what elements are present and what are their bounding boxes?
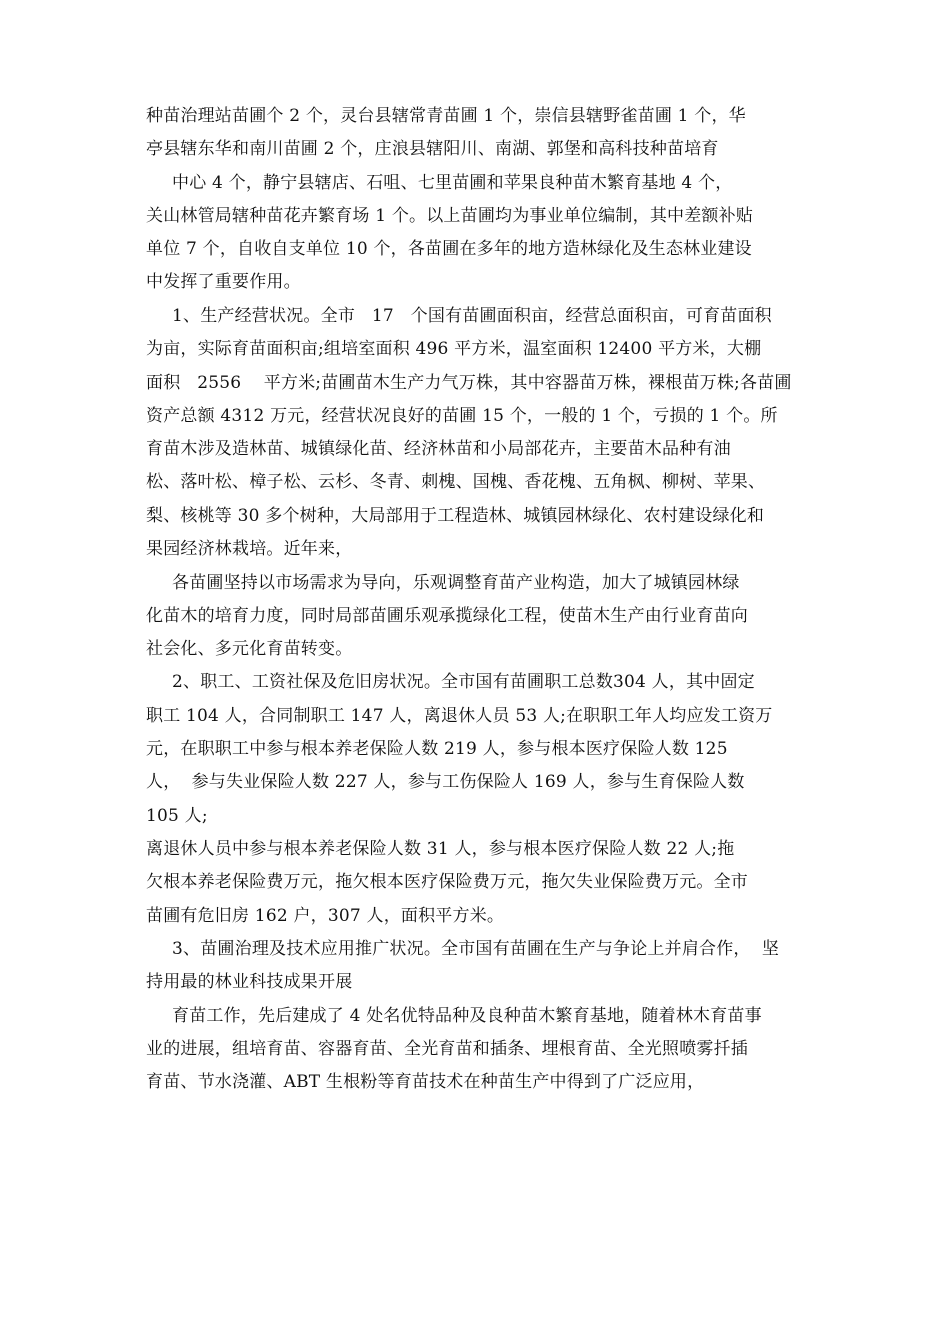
text-line: 面积 2556 平方米;苗圃苗木生产力气万株，其中容器苗万株，裸根苗万株;各苗圃: [146, 373, 792, 393]
text-line: 育苗、节水浇灌、ABT 生根粉等育苗技术在种苗生产中得到了广泛应用，: [146, 1072, 705, 1092]
text-line: 育苗工作，先后建成了 4 处名优特品种及良种苗木繁育基地，随着林木育苗事: [172, 1006, 762, 1026]
text-line: 105 人;: [146, 806, 208, 826]
text-line: 松、落叶松、樟子松、云杉、冬青、刺槐、国槐、香花槐、五角枫、柳树、苹果、: [146, 472, 766, 492]
text-line: 关山林管局辖种苗花卉繁育场 1 个。以上苗圃均为事业单位编制，其中差额补贴: [146, 206, 754, 226]
text-line: 1、生产经营状况。全市 17 个国有苗圃面积亩，经营总面积亩，可育苗面积: [172, 306, 772, 326]
text-line: 欠根本养老保险费万元，拖欠根本医疗保险费万元，拖欠失业保险费万元。全市: [146, 872, 748, 892]
text-line: 中发挥了重要作用。: [146, 272, 301, 292]
text-line: 人， 参与失业保险人数 227 人，参与工伤保险人 169 人，参与生育保险人数: [146, 772, 745, 792]
text-line: 单位 7 个，自收自支单位 10 个，各苗圃在多年的地方造林绿化及生态林业建设: [146, 239, 752, 259]
text-line: 社会化、多元化育苗转变。: [146, 639, 353, 659]
text-line: 3、苗圃治理及技术应用推广状况。全市国有苗圃在生产与争论上并肩合作， 坚: [172, 939, 780, 959]
text-line: 各苗圃坚持以市场需求为导向，乐观调整育苗产业构造，加大了城镇园林绿: [172, 573, 740, 593]
text-line: 为亩，实际育苗面积亩;组培室面积 496 平方米，温室面积 12400 平方米，大棚: [146, 339, 762, 359]
text-line: 苗圃有危旧房 162 户，307 人，面积平方米。: [146, 906, 505, 926]
text-line: 持用最的林业科技成果开展: [146, 972, 353, 992]
text-line: 种苗治理站苗圃个 2 个，灵台县辖常青苗圃 1 个，崇信县辖野雀苗圃 1 个，华: [146, 106, 746, 126]
text-line: 育苗木涉及造林苗、城镇绿化苗、经济林苗和小局部花卉，主要苗木品种有油: [146, 439, 731, 459]
text-line: 2、职工、工资社保及危旧房状况。全市国有苗圃职工总数304 人，其中固定: [172, 672, 755, 692]
text-line: 业的进展，组培育苗、容器育苗、全光育苗和插条、埋根育苗、全光照喷雾扦插: [146, 1039, 748, 1059]
text-line: 梨、核桃等 30 多个树种，大局部用于工程造林、城镇园林绿化、农村建设绿化和: [146, 506, 765, 526]
text-line: 中心 4 个，静宁县辖店、石咀、七里苗圃和苹果良种苗木繁育基地 4 个，: [172, 173, 733, 193]
text-line: 资产总额 4312 万元，经营状况良好的苗圃 15 个，一般的 1 个，亏损的 1 个。所: [146, 406, 778, 426]
text-line: 职工 104 人，合同制职工 147 人，离退休人员 53 人;在职职工年人均应发工资万: [146, 706, 773, 726]
text-line: 元，在职职工中参与根本养老保险人数 219 人，参与根本医疗保险人数 125: [146, 739, 728, 759]
text-line: 亭县辖东华和南川苗圃 2 个，庄浪县辖阳川、南湖、郭堡和高科技种苗培育: [146, 139, 719, 159]
text-line: 化苗木的培育力度，同时局部苗圃乐观承揽绿化工程，使苗木生产由行业育苗向: [146, 606, 748, 626]
text-line: 果园经济林栽培。近年来，: [146, 539, 353, 559]
text-line: 离退休人员中参与根本养老保险人数 31 人，参与根本医疗保险人数 22 人;拖: [146, 839, 735, 859]
